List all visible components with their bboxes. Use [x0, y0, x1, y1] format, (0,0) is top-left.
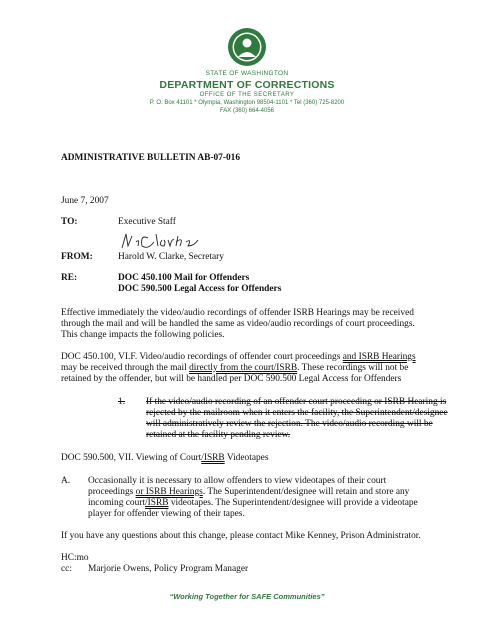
struck-line: retained at the facility pending review.: [146, 430, 291, 440]
item-a-line-4: player for offender viewing of their tapes.: [88, 509, 245, 519]
initials: HC:mo: [61, 553, 89, 563]
struck-line: rejected by the mailroom when it enters the facility, the Superintendent/designee: [146, 408, 448, 418]
bulletin-title: ADMINISTRATIVE BULLETIN AB-07-016: [61, 153, 241, 163]
to-value: Executive Staff: [118, 217, 176, 227]
footer-motto: “Working Together for SAFE Communities”: [169, 592, 325, 601]
to-label: TO:: [61, 217, 78, 227]
signature: [118, 228, 208, 254]
policy-450-line-2: may be received through the mail directly from the court/ISRB. These recordings will not be: [61, 363, 409, 373]
struck-line: If the video/audio recording of an offender court proceeding or ISRB Hearing is: [146, 397, 447, 407]
closing-paragraph: If you have any questions about this change, please contact Mike Kenney, Prison Administrator.: [61, 531, 421, 541]
letterhead-address: P. O. Box 41101 * Olympia, Washington 98504-1101 * Tel (360) 725-8200: [149, 100, 345, 106]
cc-label: cc:: [61, 564, 72, 574]
from-value: Harold W. Clarke, Secretary: [118, 252, 224, 262]
re-line-2: DOC 590.500 Legal Access for Offenders: [118, 284, 282, 294]
letterhead-office: OFFICE OF THE SECRETARY: [199, 92, 295, 98]
added-text: directly from the court/ISRB: [189, 363, 298, 373]
intro-line: This change impacts the following policies.: [61, 330, 225, 340]
intro-line: through the mail and will be handled the same as video/audio recordings of court proceedings.: [61, 319, 415, 329]
item-a-line-3: incoming court/ISRB videotapes. The Superintendent/designee will provide a videotape: [88, 498, 418, 508]
policy-590-heading: DOC 590.500, VII. Viewing of Court/ISRB Videotapes: [61, 453, 269, 463]
from-label: FROM:: [61, 252, 93, 262]
re-line-1: DOC 450.100 Mail for Offenders: [118, 273, 250, 283]
added-text: and ISRB Hearings: [342, 352, 416, 362]
intro-line: Effective immediately the video/audio recordings of offender ISRB Hearings may be received: [61, 308, 414, 318]
date: June 7, 2007: [61, 196, 109, 206]
added-text: /ISRB: [145, 498, 169, 508]
struck-line: will administratively review the rejection. The video/audio recording will be: [146, 419, 433, 429]
policy-450-line-1: DOC 450.100, VI.F. Video/audio recordings of offender court proceedings and ISRB Hearings: [61, 352, 416, 362]
state-seal-icon: [227, 27, 267, 67]
added-text: or ISRB Hearings: [135, 487, 203, 497]
re-label: RE:: [61, 273, 78, 283]
added-text: /ISRB: [201, 453, 225, 463]
item-a-line-1: Occasionally it is necessary to allow offenders to view videotapes of their court: [88, 476, 387, 486]
item-a-label: A.: [61, 476, 71, 486]
letterhead-state: STATE OF WASHINGTON: [205, 70, 289, 77]
struck-number: 1.: [118, 397, 126, 407]
item-a-line-2: proceedings or ISRB Hearings. The Superintendent/designee will retain and store any: [88, 487, 410, 497]
letterhead-department: DEPARTMENT OF CORRECTIONS: [159, 79, 335, 91]
cc-value: Marjorie Owens, Policy Program Manager: [88, 564, 249, 574]
policy-450-line-3: retained by the offender, but will be handled per DOC 590.500 Legal Access for Offenders: [61, 374, 402, 384]
letterhead-fax: FAX (360) 664-4056: [219, 108, 275, 114]
